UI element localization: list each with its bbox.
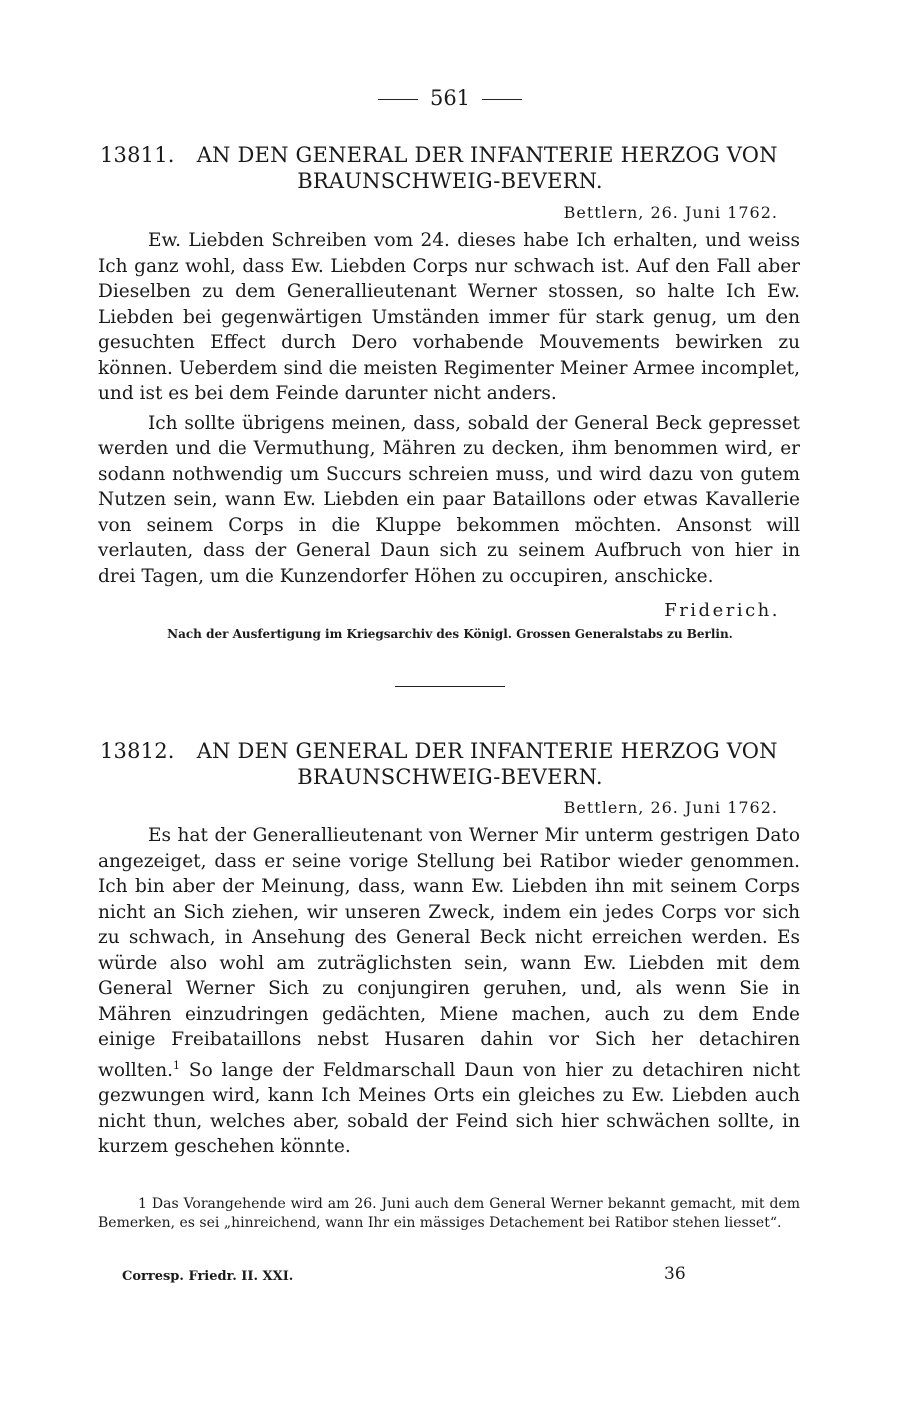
page-number-text: 561	[429, 86, 471, 110]
footnote-reference: 1	[173, 1058, 180, 1072]
letter-1-signature: Friderich.	[664, 600, 780, 621]
letter-1-body	[98, 228, 800, 589]
letter-2-heading	[100, 738, 800, 790]
letter-1-heading-line1: AN DEN GENERAL DER INFANTERIE HERZOG VON	[196, 143, 778, 167]
section-divider	[395, 686, 505, 687]
page-number	[0, 86, 900, 110]
page-number-dash-right	[482, 99, 522, 100]
letter-2-paragraph-1-text: Es hat der Generallieutenant von Werner Mir unterm gestrigen Dato angezeiget, dass er seine vorige Stellung bei Ratibor wieder genommen. Ich bin aber der Meinung, dass, wann Ew. Liebden ihn mit seinem Corps nicht an Sich ziehen, wir unseren Zweck, indem ein jedes Corps vor sich zu schwach, in Ansehung des General Beck nicht erreichen werden. Es würde also wohl am zuträglichsten sein, wann Ew. Liebden mit dem General Werner Sich zu conjungiren geruhen, und, als wenn Sie in Mähren einzudringen gedächten, Miene machen, auch zu dem Ende einige Freibataillons nebst Husaren dahin vor Sich her detachiren wollten.	[98, 825, 800, 1081]
letter-1-paragraph-2: Ich sollte übrigens meinen, dass, sobald der General Beck gepresset werden und die Vermuthung, Mähren zu decken, ihm benommen wird, er sodann nothwendig um Succurs schreien muss, und wird dazu von gutem Nutzen sein, wann Ew. Liebden ein paar Bataillons oder etwas Kavallerie von seinem Corps in die Kluppe bekommen möchten. Ansonst will verlauten, dass der General Daun sich zu seinem Aufbruch von hier in drei Tagen, um die Kunzendorfer Höhen zu occupiren, anschicke.	[98, 412, 800, 587]
letter-1-number: 13811.	[100, 143, 175, 167]
footnote-text: Das Vorangehende wird am 26. Juni auch dem General Werner bekannt gemacht, mit dem Bemerken, es sei „hinreichend, wann Ihr ein mässiges Detachement bei Ratibor stehen liesset“.	[98, 1196, 801, 1231]
footer-series: Corresp. Friedr. II. XXI.	[122, 1269, 294, 1284]
letter-2-heading-line1: AN DEN GENERAL DER INFANTERIE HERZOG VON	[196, 739, 778, 763]
letter-2-dateline: Bettlern, 26. Juni 1762.	[563, 798, 778, 817]
footnote	[98, 1195, 800, 1233]
letter-1-paragraph-1: Ew. Liebden Schreiben vom 24. dieses habe Ich erhalten, und weiss Ich ganz wohl, dass Ew. Liebden Corps nur schwach ist. Auf den Fall aber Dieselben zu dem Generallieutenant Werner stossen, so halte Ich Ew. Liebden bei gegenwärtigen Umständen immer für stark genug, um den gesuchten Effect durch Dero vorhabende Mouvements bewirken zu können. Ueberdem sind die meisten Regimenter Meiner Armee incomplet, und ist es bei dem Feinde darunter nicht anders.	[98, 230, 800, 404]
footnote-marker: 1	[138, 1196, 147, 1212]
footer-sheet-number: 36	[664, 1264, 686, 1284]
letter-2-heading-line2: BRAUNSCHWEIG-BEVERN.	[297, 765, 603, 789]
page-number-dash-left	[378, 99, 418, 100]
letter-2-paragraph-1	[98, 823, 800, 1160]
letter-2-body	[98, 823, 800, 1160]
letter-2-number: 13812.	[100, 739, 175, 763]
letter-1-heading	[100, 142, 800, 194]
letter-2-paragraph-1-continued: So lange der Feldmarschall Daun von hier zu detachiren nicht gezwungen wird, kann Ich Meines Orts ein gleiches zu Ew. Liebden auch nicht thun, welches aber, sobald der Feind sich hier schwächen sollte, in kurzem geschehen könnte.	[98, 1059, 800, 1158]
letter-1-dateline: Bettlern, 26. Juni 1762.	[563, 203, 778, 222]
letter-1-heading-line2: BRAUNSCHWEIG-BEVERN.	[297, 169, 603, 193]
letter-1-source-note: Nach der Ausfertigung im Kriegsarchiv des Königl. Grossen Generalstabs zu Berlin.	[167, 627, 733, 641]
